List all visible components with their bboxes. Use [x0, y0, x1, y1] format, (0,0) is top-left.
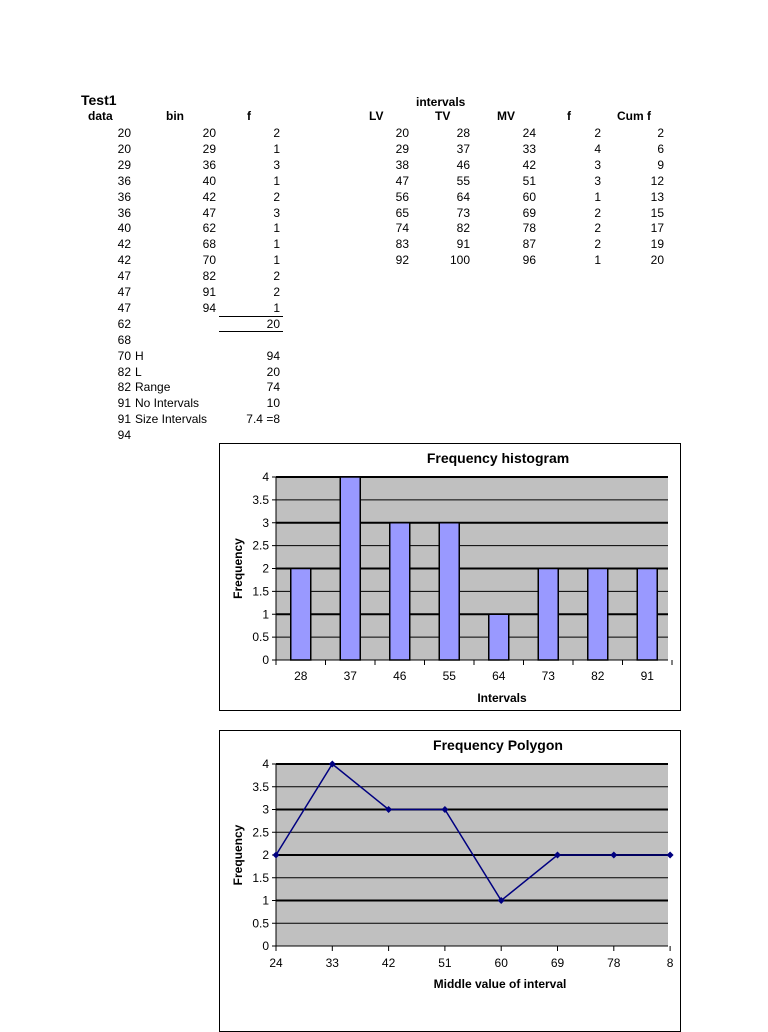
interval-lv: 29	[395, 141, 409, 156]
f-cell: 2	[273, 269, 280, 284]
data-cell: 20	[117, 126, 131, 140]
x-axis-label: Middle value of interval	[433, 977, 567, 991]
interval-lv: 20	[395, 126, 409, 140]
y-tick-label: 0	[262, 653, 269, 667]
interval-f: 2	[594, 205, 601, 220]
x-tick-label: 55	[442, 669, 456, 683]
bin-cell: 68	[202, 237, 216, 252]
histogram-bar	[637, 569, 657, 661]
y-tick-label: 1.5	[252, 584, 269, 599]
data-cell: 42	[117, 237, 131, 252]
interval-f: 3	[594, 157, 601, 172]
stat-label: H	[135, 348, 144, 363]
f-cell: 1	[273, 237, 280, 252]
interval-tv: 82	[456, 221, 470, 236]
stat-value: 94	[266, 348, 280, 363]
interval-mv: 78	[522, 221, 536, 236]
data-cell: 70	[117, 348, 131, 363]
histogram-chart	[219, 443, 681, 711]
data-cell: 42	[117, 253, 131, 268]
data-cell: 20	[117, 141, 131, 156]
y-axis-label: Frequency	[231, 824, 245, 886]
interval-f: 3	[594, 173, 601, 188]
bin-cell: 82	[202, 269, 216, 284]
data-cell: 94	[117, 428, 131, 443]
x-tick-label: 51	[438, 956, 452, 970]
x-tick-label: 8	[666, 956, 674, 970]
bin-cell: 94	[202, 300, 216, 315]
interval-lv: 47	[395, 173, 409, 188]
y-tick-label: 2.5	[252, 538, 269, 553]
histogram-bar	[439, 523, 459, 660]
interval-mv: 51	[522, 173, 536, 188]
histogram-bar	[489, 614, 509, 660]
x-tick-label: 69	[550, 956, 565, 970]
interval-mv: 33	[522, 141, 536, 156]
interval-lv: 74	[395, 221, 409, 236]
intervals-caption: intervals	[416, 95, 466, 109]
interval-f: 2	[594, 126, 601, 140]
interval-lv: 65	[395, 205, 409, 220]
x-tick-label: 24	[269, 956, 283, 970]
data-cell: 91	[117, 396, 131, 411]
stat-label: L	[135, 364, 142, 379]
x-axis-label: Intervals	[477, 691, 527, 705]
chart-title: Frequency histogram	[426, 450, 570, 466]
y-tick-label: 1.5	[252, 870, 269, 885]
interval-mv: 69	[522, 205, 536, 220]
x-tick-label: 28	[294, 669, 308, 683]
bin-cell: 29	[202, 141, 216, 156]
bin-cell: 20	[202, 126, 216, 140]
y-tick-label: 0.5	[252, 916, 269, 931]
bin-cell: 42	[202, 189, 216, 204]
x-tick-label: 78	[607, 956, 621, 970]
data-cell: 82	[117, 380, 131, 395]
header-data: data	[88, 109, 113, 123]
data-cell: 47	[117, 285, 131, 299]
y-tick-label: 3.5	[252, 779, 269, 794]
header-mv: MV	[497, 109, 515, 123]
f-cell: 2	[273, 285, 280, 299]
f-cell: 1	[273, 221, 280, 236]
x-tick-label: 37	[343, 669, 357, 683]
data-cell: 36	[117, 189, 131, 204]
interval-tv: 91	[456, 237, 470, 252]
histogram-bar	[538, 569, 558, 661]
bin-cell: 91	[202, 285, 216, 299]
data-cell: 47	[117, 269, 131, 284]
stat-value: 10	[266, 396, 280, 411]
interval-cum-f: 17	[650, 221, 664, 236]
x-tick-label: 42	[381, 956, 396, 970]
stat-label: Size Intervals	[135, 412, 208, 427]
sheet-title: Test1	[81, 92, 117, 108]
stat-label: No Intervals	[135, 396, 200, 411]
interval-mv: 42	[522, 157, 536, 172]
interval-tv: 46	[456, 157, 470, 172]
f-cell: 2	[273, 126, 280, 140]
interval-tv: 73	[456, 205, 470, 220]
bin-cell: 70	[202, 253, 216, 268]
y-tick-label: 1	[262, 893, 269, 908]
interval-cum-f: 12	[650, 173, 664, 188]
histogram-svg	[220, 444, 680, 710]
f-cell: 1	[273, 173, 280, 188]
interval-cum-f: 9	[657, 157, 664, 172]
total-rule-bottom	[219, 331, 283, 332]
stat-value: 20	[266, 364, 280, 379]
interval-tv: 28	[456, 126, 470, 140]
bin-cell: 36	[202, 157, 216, 172]
interval-cum-f: 6	[657, 141, 664, 156]
data-cell: 91	[117, 412, 131, 427]
data-cell: 62	[117, 316, 131, 331]
x-tick-label: 73	[541, 669, 555, 683]
x-tick-label: 33	[325, 956, 339, 970]
interval-f: 1	[594, 253, 601, 268]
interval-lv: 38	[395, 157, 409, 172]
polygon-svg	[220, 731, 680, 1031]
y-tick-label: 0.5	[252, 630, 269, 645]
interval-tv: 100	[449, 253, 470, 268]
y-tick-label: 0	[262, 939, 269, 953]
x-tick-label: 64	[492, 669, 506, 683]
interval-tv: 37	[456, 141, 470, 156]
stat-label: Range	[135, 380, 171, 395]
interval-mv: 60	[522, 189, 536, 204]
interval-mv: 24	[522, 126, 536, 140]
bin-cell: 40	[202, 173, 216, 188]
bin-cell: 62	[202, 221, 216, 236]
f-cell: 2	[273, 189, 280, 204]
data-cell: 82	[117, 364, 131, 379]
header-tv: TV	[435, 109, 451, 123]
polygon-chart	[219, 730, 681, 1032]
y-tick-label: 2	[262, 848, 269, 862]
interval-f: 2	[594, 237, 601, 252]
f-cell: 3	[273, 157, 280, 172]
interval-lv: 83	[395, 237, 409, 252]
interval-f: 4	[594, 141, 601, 156]
data-cell: 47	[117, 300, 131, 315]
y-tick-label: 3.5	[252, 492, 269, 507]
interval-cum-f: 2	[657, 126, 664, 140]
y-tick-label: 4	[262, 757, 269, 771]
header-cum-f: Cum f	[617, 109, 651, 123]
stat-value: 7.4 =8	[246, 412, 280, 427]
y-axis-label: Frequency	[231, 538, 245, 599]
stat-value: 74	[266, 380, 280, 395]
x-tick-label: 60	[494, 956, 508, 970]
header-interval-f: f	[567, 109, 571, 123]
header-lv: LV	[369, 109, 384, 123]
data-cell: 68	[117, 332, 131, 347]
data-cell: 29	[117, 157, 131, 172]
interval-lv: 92	[395, 253, 409, 268]
interval-tv: 55	[456, 173, 470, 188]
f-cell: 1	[273, 141, 280, 156]
histogram-bar	[588, 569, 608, 661]
chart-title: Frequency Polygon	[433, 737, 563, 753]
y-tick-label: 4	[262, 470, 269, 484]
header-bin: bin	[166, 109, 184, 123]
header-f: f	[247, 109, 251, 123]
f-cell: 1	[273, 300, 280, 315]
y-tick-label: 3	[262, 802, 269, 817]
y-tick-label: 1	[262, 607, 269, 622]
interval-f: 1	[594, 189, 601, 204]
data-cell: 36	[117, 205, 131, 220]
bin-cell: 47	[202, 205, 216, 220]
histogram-bar	[291, 569, 311, 661]
interval-mv: 87	[522, 237, 536, 252]
interval-mv: 96	[522, 253, 536, 268]
interval-cum-f: 20	[650, 253, 664, 268]
frequency-total: 20	[266, 317, 280, 331]
f-cell: 1	[273, 253, 280, 268]
x-tick-label: 46	[393, 669, 407, 683]
x-tick-label: 82	[591, 669, 605, 683]
y-tick-label: 2	[262, 561, 269, 576]
interval-cum-f: 15	[650, 205, 664, 220]
data-cell: 36	[117, 173, 131, 188]
x-tick-label: 91	[640, 669, 654, 683]
interval-tv: 64	[456, 189, 470, 204]
data-cell: 40	[117, 221, 131, 236]
histogram-bar	[390, 523, 410, 660]
f-cell: 3	[273, 205, 280, 220]
histogram-bar	[340, 477, 360, 660]
y-tick-label: 2.5	[252, 825, 269, 840]
y-tick-label: 3	[262, 515, 269, 530]
interval-f: 2	[594, 221, 601, 236]
interval-cum-f: 19	[650, 237, 664, 252]
interval-cum-f: 13	[650, 189, 664, 204]
interval-lv: 56	[395, 189, 409, 204]
